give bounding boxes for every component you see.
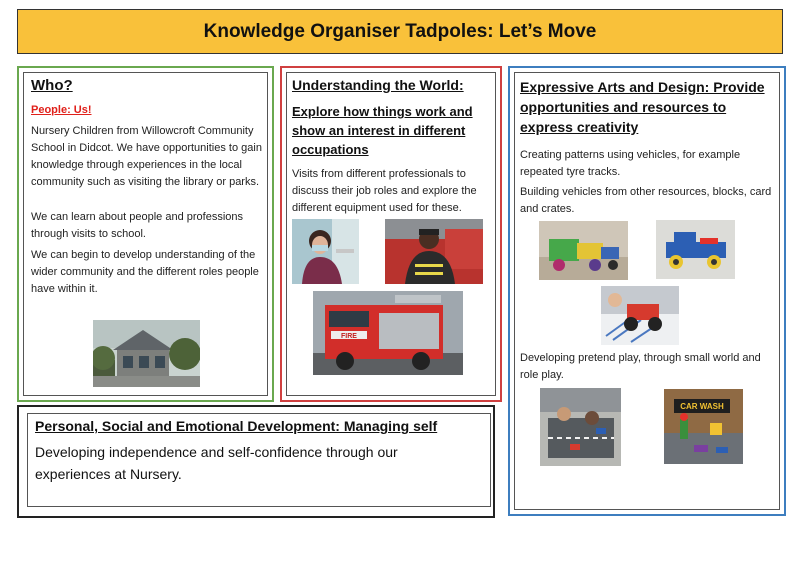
dentist-photo	[292, 219, 359, 284]
who-subheading: People: Us!	[31, 104, 92, 116]
understanding-world-subheading: Explore how things work and show an interest in different occupations	[292, 104, 473, 157]
fire-engine-photo	[313, 291, 463, 375]
small-world-play-photo	[540, 388, 621, 466]
title-banner	[17, 9, 783, 54]
school-building-photo	[93, 320, 200, 387]
firefighter-photo	[385, 219, 483, 284]
psed-paragraph: Developing independence and self-confidence through our experiences at Nursery.	[35, 444, 398, 482]
car-wash-role-play-photo	[664, 389, 743, 464]
who-paragraph: We can learn about people and professions through visits to school.	[31, 211, 243, 241]
understanding-world-paragraph: Visits from different professionals to discuss their job roles and explore the different equipment used for these.	[292, 168, 477, 215]
expressive-arts-paragraph: Building vehicles from other resources, blocks, card and crates.	[520, 186, 772, 216]
expressive-arts-heading: Expressive Arts and Design: Provide opportunities and resources to express creativity	[520, 79, 765, 135]
who-heading: Who?	[31, 77, 73, 94]
lego-car-photo	[656, 220, 735, 279]
who-paragraph: Nursery Children from Willowcroft Community School in Didcot. We have opportunities to gain knowledge through experiences in the local community such as visiting the library or parks.	[31, 125, 262, 189]
tyre-tracks-photo	[601, 286, 679, 345]
expressive-arts-paragraph: Developing pretend play, through small world and role play.	[520, 352, 761, 382]
car-wash-sign-text: CAR WASH	[680, 402, 724, 411]
psed-heading: Personal, Social and Emotional Development: Managing self	[35, 418, 438, 434]
who-paragraph: We can begin to develop understanding of the wider community and the different roles people have within it.	[31, 249, 259, 296]
block-car-photo	[539, 221, 628, 280]
page-title: Knowledge Organiser Tadpoles: Let’s Move	[203, 20, 597, 42]
fire-sign-text: FIRE	[341, 333, 357, 340]
understanding-world-heading: Understanding the World:	[292, 77, 464, 93]
expressive-arts-paragraph: Creating patterns using vehicles, for example repeated tyre tracks.	[520, 149, 741, 179]
